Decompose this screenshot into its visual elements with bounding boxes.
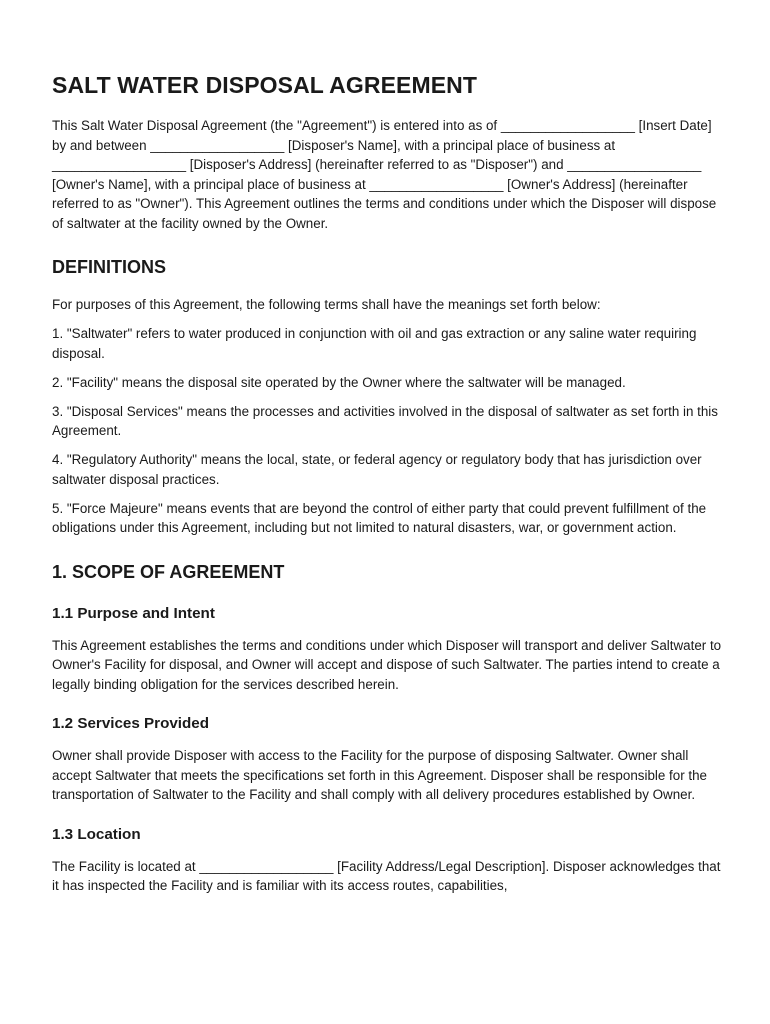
purpose-paragraph: This Agreement establishes the terms and conditions under which Disposer will transport and deliver Saltwater to Owner's Facility for disposal, and Owner will accept and dispose of such Saltwater. The parties intend to create a legally binding obligation for the services described herein. (52, 637, 722, 692)
definition-item: 5. "Force Majeure" means events that are beyond the control of either party that could prevent fulfillment of the obligations under this Agreement, including but not limited to natural disasters, war, or government action. (52, 500, 707, 535)
scope-heading: 1. SCOPE OF AGREEMENT (52, 561, 285, 582)
services-heading: 1.2 Services Provided (52, 715, 210, 732)
location-paragraph: The Facility is located at __________________ [Facility Address/Legal Description]. Disposer acknowledges that it has inspected the Facility and is familiar with its access routes, capabilities, (52, 858, 721, 893)
location-heading: 1.3 Location (52, 825, 141, 843)
intro-paragraph: This Salt Water Disposal Agreement (the "Agreement") is entered into as of __________________ [Insert Date] by and between __________________ [Disposer's Name], with a principal place of business at __________________ [Disposer's Address] (hereinafter referred to as "Disposer") and __________________ [Owner's Name], with a principal place of business at __________________ [Owner's Address] (hereinafter referred to as "Owner"). This Agreement outlines the terms and conditions under which the Disposer will dispose of saltwater at the facility owned by the Owner. (52, 118, 717, 231)
definition-item: 3. "Disposal Services" means the processes and activities involved in the disposal of saltwater as set forth in this Agreement. (52, 403, 718, 438)
document-title: SALT WATER DISPOSAL AGREEMENT (52, 72, 478, 98)
document-page (52, 70, 724, 905)
definition-item: 4. "Regulatory Authority" means the local, state, or federal agency or regulatory body that has jurisdiction over saltwater disposal practices. (52, 452, 702, 487)
definition-item: 2. "Facility" means the disposal site operated by the Owner where the saltwater will be managed. (52, 374, 626, 390)
definitions-lead: For purposes of this Agreement, the following terms shall have the meanings set forth below: (52, 297, 601, 312)
definition-item: 1. "Saltwater" refers to water produced in conjunction with oil and gas extraction or any saline water requiring disposal. (52, 326, 697, 361)
services-paragraph: Owner shall provide Disposer with access to the Facility for the purpose of disposing Saltwater. Owner shall accept Saltwater that meets the specifications set forth in this Agreement. Disposer shall be responsible for the transportation of Saltwater to the Facility and shall comply with all delivery procedures established by Owner. (52, 748, 707, 802)
definitions-heading: DEFINITIONS (52, 257, 167, 277)
purpose-heading: 1.1 Purpose and Intent (52, 604, 215, 622)
